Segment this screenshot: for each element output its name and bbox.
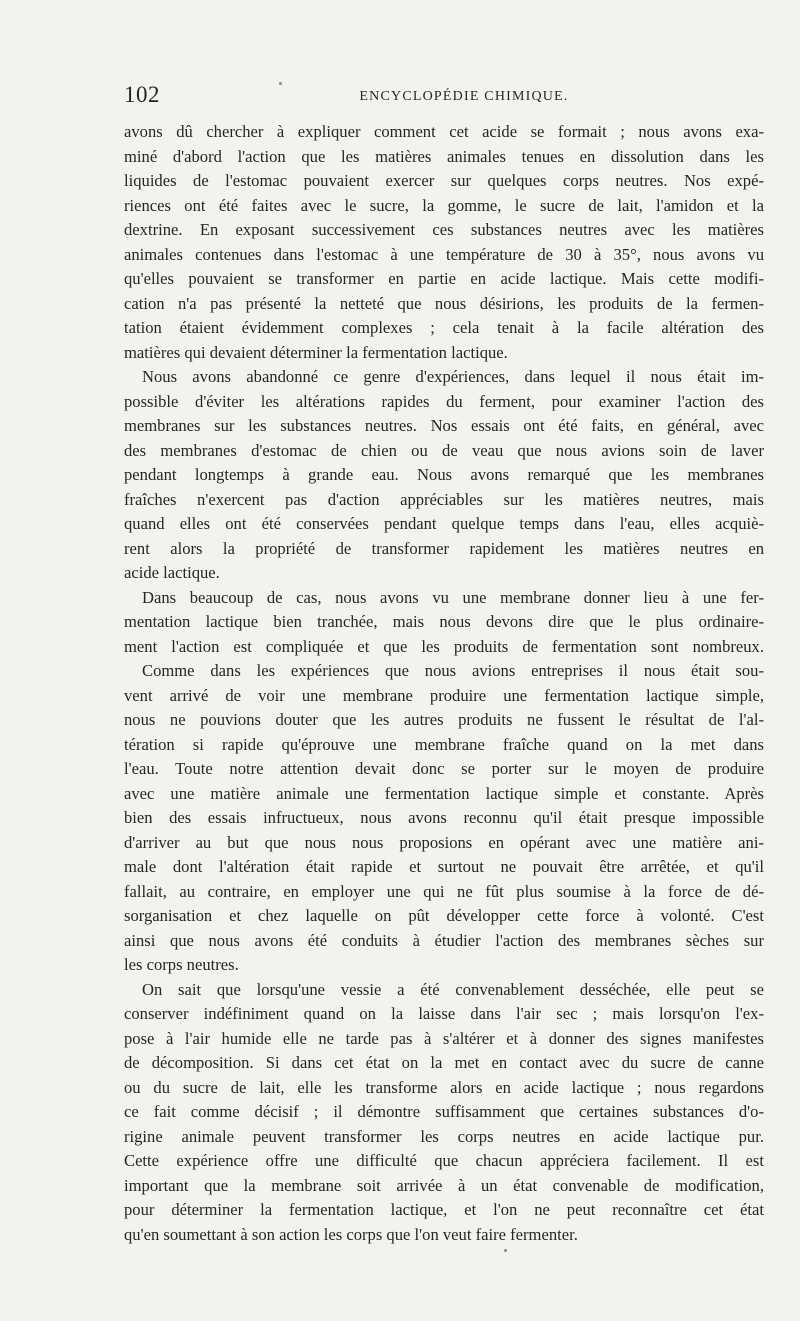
text-line: ce fait comme décisif ; il démontre suffisamment que certaines substances d'o- — [124, 1102, 764, 1121]
text-line: les corps neutres. — [124, 955, 239, 974]
text-line: dextrine. En exposant successivement ces substances neutres avec les matières — [124, 220, 764, 239]
text-line: animales contenues dans l'estomac à une température de 30 à 35°, nous avons vu — [124, 244, 764, 264]
page-number: 102 — [124, 82, 160, 107]
text-line: fallait, au contraire, en employer une qui ne fût plus soumise à la force de dé- — [124, 881, 764, 901]
page-header — [124, 82, 764, 112]
text-line: qu'elles pouvaient se transformer en partie en acide lactique. Mais cette modifi- — [124, 269, 764, 288]
text-line: tération si rapide qu'éprouve une membrane fraîche quand on la met dans — [124, 734, 764, 754]
text-line: ment l'action est compliquée et que les produits de fermentation sont nombreux. — [124, 636, 764, 656]
text-line: rent alors la propriété de transformer rapidement les matières neutres en — [124, 538, 764, 558]
text-line: matières qui devaient déterminer la fermentation lactique. — [124, 342, 508, 362]
text-line: quand elles ont été conservées pendant quelque temps dans l'eau, elles acquiè- — [124, 514, 764, 533]
text-line: Dans beaucoup de cas, nous avons vu une membrane donner lieu à une fer- — [142, 587, 764, 607]
text-line: membranes sur les substances neutres. Nos essais ont été faits, en général, avec — [124, 416, 764, 435]
text-line: conserver indéfiniment quand on la laisse dans l'air sec ; mais lorsqu'on l'ex- — [124, 1004, 764, 1023]
body-text — [124, 120, 764, 1247]
text-line: acide lactique. — [124, 563, 220, 582]
text-line: liquides de l'estomac pouvaient exercer sur quelques corps neutres. Nos expé- — [124, 171, 764, 190]
text-line: bien des essais infructueux, nous avons reconnu qu'il était presque impossible — [124, 808, 764, 827]
text-line: vent arrivé de voir une membrane produire une fermentation lactique simple, — [124, 685, 764, 705]
text-line: mentation lactique bien tranchée, mais nous devons dire que le plus ordinaire- — [124, 612, 764, 631]
text-line: Cette expérience offre une difficulté que chacun appréciera facilement. Il est — [124, 1151, 764, 1170]
text-line: l'eau. Toute notre attention devait donc se porter sur le moyen de produire — [124, 759, 764, 778]
text-line: rigine animale peuvent transformer les corps neutres en acide lactique pur. — [124, 1126, 764, 1146]
text-line: avons dû chercher à expliquer comment cet acide se formait ; nous avons exa- — [124, 122, 764, 141]
text-line: Comme dans les expériences que nous avions entreprises il nous était sou- — [142, 661, 764, 680]
text-line: male dont l'altération était rapide et surtout ne pouvait être arrêtée, et qu'il — [124, 857, 764, 876]
ink-speck — [279, 82, 282, 85]
text-line: riences ont été faites avec le sucre, la gomme, le sucre de lait, l'amidon et la — [124, 195, 764, 215]
text-line: pour déterminer la fermentation lactique, et l'on ne peut reconnaître cet état — [124, 1200, 764, 1219]
text-line: d'arriver au but que nous nous proposions en opérant avec une matière ani- — [124, 832, 764, 852]
text-line: de décomposition. Si dans cet état on la met en contact avec du sucre de canne — [124, 1053, 764, 1072]
text-line: pose à l'air humide elle ne tarde pas à s'altérer et à donner des signes manifestes — [124, 1028, 764, 1048]
text-line: avec une matière animale une fermentation lactique simple et constante. Après — [124, 783, 764, 803]
text-line: tation étaient évidemment complexes ; cela tenait à la facile altération des — [124, 318, 764, 337]
text-line: fraîches n'exercent pas d'action appréciables sur les matières neutres, mais — [124, 489, 764, 509]
text-line: On sait que lorsqu'une vessie a été convenablement desséchée, elle peut se — [142, 979, 764, 999]
text-line: des membranes d'estomac de chien ou de veau que nous avions soin de laver — [124, 440, 764, 460]
text-line: important que la membrane soit arrivée à un état convenable de modification, — [124, 1175, 764, 1195]
ink-speck — [504, 1249, 507, 1252]
text-line: sorganisation et chez laquelle on pût développer cette force à volonté. C'est — [124, 906, 764, 925]
text-line: ainsi que nous avons été conduits à étudier l'action des membranes sèches sur — [124, 930, 764, 950]
running-title: ENCYCLOPÉDIE CHIMIQUE. — [359, 89, 569, 104]
text-line: possible d'éviter les altérations rapides du ferment, pour examiner l'action des — [124, 391, 764, 411]
text-line: miné d'abord l'action que les matières animales tenues en dissolution dans les — [124, 146, 764, 166]
text-line: qu'en soumettant à son action les corps que l'on veut faire fermenter. — [124, 1224, 578, 1244]
text-line: nous ne pouvions douter que les autres produits ne fussent le résultat de l'al- — [124, 710, 764, 729]
text-line: ou du sucre de lait, elle les transforme alors en acide lactique ; nous regardons — [124, 1077, 764, 1097]
text-line: pendant longtemps à grande eau. Nous avons remarqué que les membranes — [124, 465, 764, 484]
text-line: Nous avons abandonné ce genre d'expériences, dans lequel il nous était im- — [142, 367, 764, 386]
text-line: cation n'a pas présenté la netteté que nous désirions, les produits de la fermen- — [124, 293, 764, 313]
